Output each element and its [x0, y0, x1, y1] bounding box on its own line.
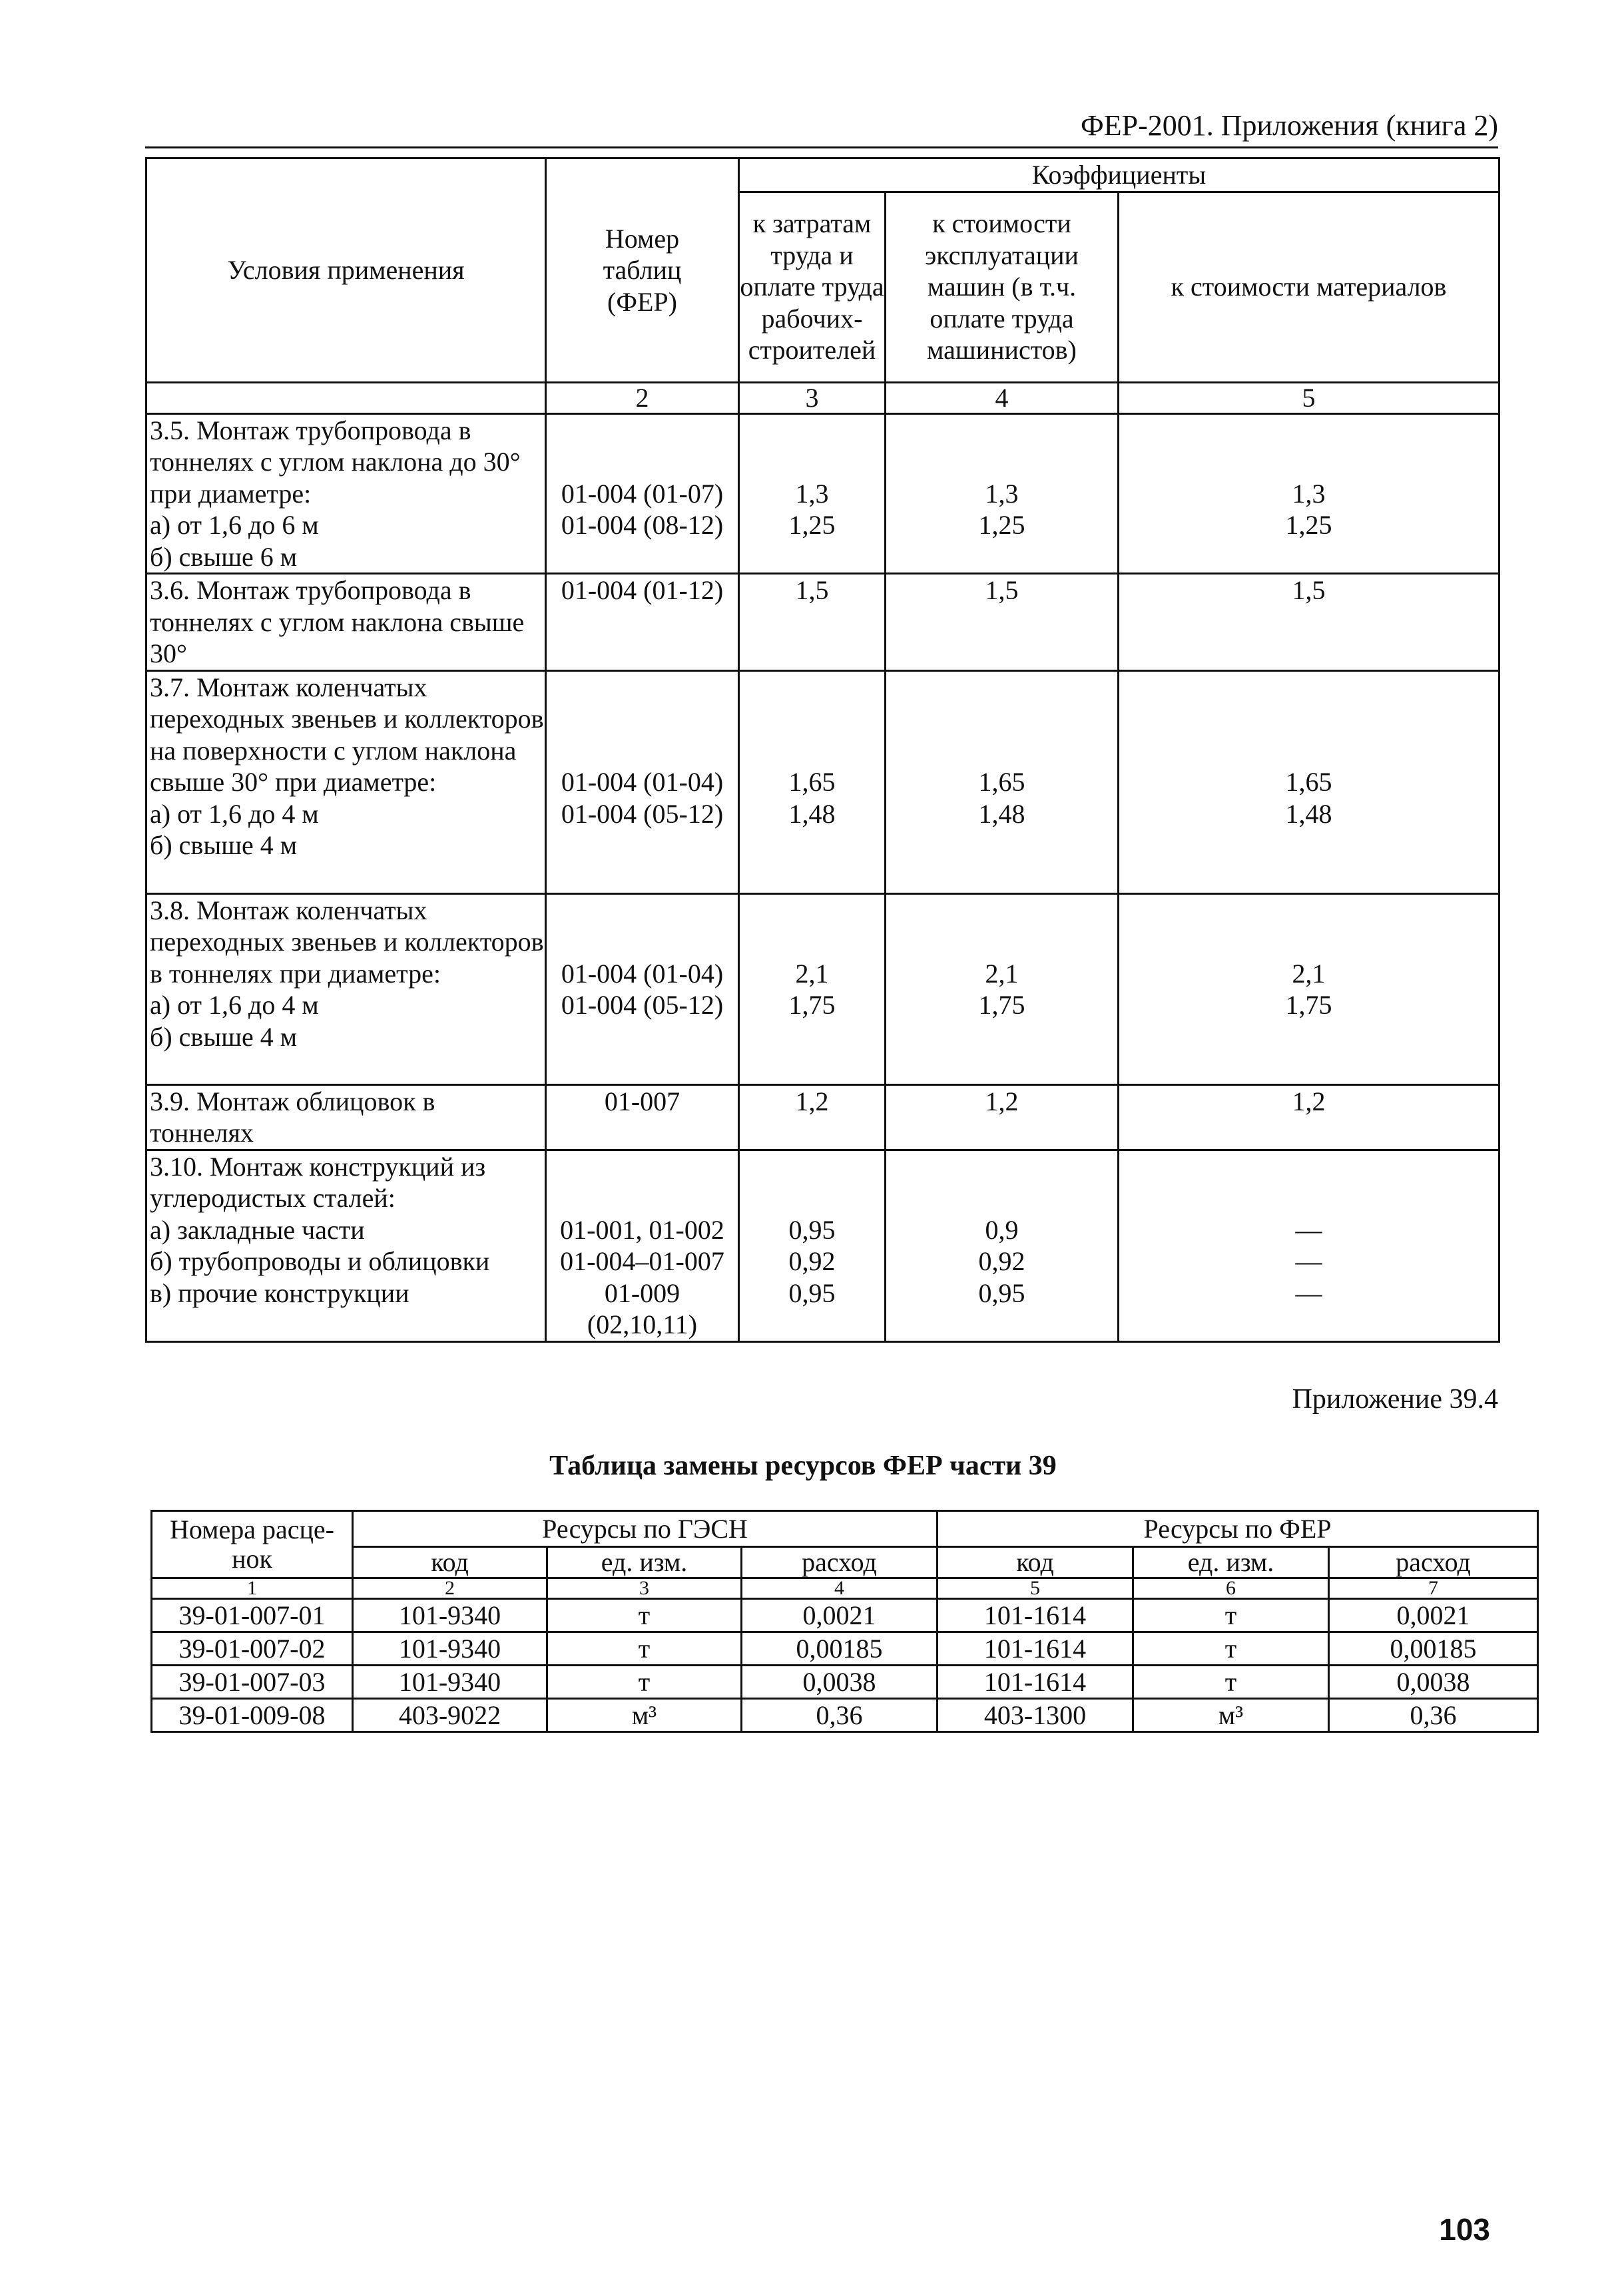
- row-machines: 1,3 1,25: [886, 413, 1119, 574]
- cell-rate: 39-01-007-03: [152, 1666, 353, 1699]
- row-conditions: 3.10. Монтаж конструкций из углеродистых сталей: а) закладные части б) трубопроводы и облицовки в) прочие конструкции: [146, 1150, 546, 1341]
- header-gesn: Ресурсы по ГЭСН: [353, 1511, 937, 1547]
- table2-column-numbers: [152, 1578, 1538, 1599]
- cell-fer-unit: м³: [1133, 1699, 1329, 1732]
- col-number: 3: [547, 1578, 742, 1599]
- table-row: [146, 670, 1499, 893]
- header-code: код: [353, 1547, 547, 1578]
- cell-fer-unit: т: [1133, 1666, 1329, 1699]
- table-row: [146, 413, 1499, 574]
- header-machines: к стоимости эксплуатации машин (в т.ч. оплате труда машинистов): [886, 192, 1119, 382]
- cell-gesn-code: 403-9022: [353, 1699, 547, 1732]
- cell-rate: 39-01-007-01: [152, 1599, 353, 1632]
- cell-gesn-consumption: 0,00185: [742, 1632, 937, 1666]
- row-materials: 1,3 1,25: [1119, 413, 1499, 574]
- col-number: 6: [1133, 1578, 1329, 1599]
- row-machines: 2,1 1,75: [886, 893, 1119, 1084]
- row-labor: 1,65 1,48: [739, 670, 886, 893]
- row-tables: 01-004 (01-12): [546, 574, 739, 671]
- cell-fer-code: 101-1614: [937, 1632, 1133, 1666]
- header-conditions: Условия применения: [146, 158, 546, 383]
- row-labor: 2,1 1,75: [739, 893, 886, 1084]
- row-conditions: 3.8. Монтаж коленчатых переходных звеньев и коллекторов в тоннелях при диаметре: а) от 1,6 до 4 м б) свыше 4 м: [146, 893, 546, 1084]
- cell-fer-consumption: 0,00185: [1329, 1632, 1538, 1666]
- row-tables: 01-004 (01-04) 01-004 (05-12): [546, 893, 739, 1084]
- table1-header-row-1: [146, 158, 1499, 192]
- table1-column-numbers: [146, 382, 1499, 413]
- col-number: 2: [546, 382, 739, 413]
- cell-fer-code: 101-1614: [937, 1666, 1133, 1699]
- cell-gesn-consumption: 0,0021: [742, 1599, 937, 1632]
- coefficients-table: [145, 157, 1500, 1343]
- cell-fer-code: 403-1300: [937, 1699, 1133, 1732]
- cell-gesn-code: 101-9340: [353, 1666, 547, 1699]
- header-unit: ед. изм.: [1133, 1547, 1329, 1578]
- row-tables: 01-001, 01-002 01-004–01-007 01-009 (02,10,11): [546, 1150, 739, 1341]
- header-coefficients: Коэффициенты: [739, 158, 1499, 192]
- row-conditions: 3.9. Монтаж облицовок в тоннелях: [146, 1084, 546, 1150]
- row-labor: 0,95 0,92 0,95: [739, 1150, 886, 1341]
- col-number: 4: [886, 382, 1119, 413]
- header-consumption: расход: [1329, 1547, 1538, 1578]
- header-fer: Ресурсы по ФЕР: [937, 1511, 1538, 1547]
- header-consumption: расход: [742, 1547, 937, 1578]
- row-tables: 01-007: [546, 1084, 739, 1150]
- row-conditions: 3.5. Монтаж трубопровода в тоннелях с углом наклона до 30° при диаметре: а) от 1,6 до 6 м б) свыше 6 м: [146, 413, 546, 574]
- running-header: ФЕР-2001. Приложения (книга 2): [1081, 109, 1498, 142]
- table-row: [152, 1699, 1538, 1732]
- row-tables: 01-004 (01-07) 01-004 (08-12): [546, 413, 739, 574]
- col-number: 3: [739, 382, 886, 413]
- table2-title: Таблица замены ресурсов ФЕР части 39: [549, 1451, 1057, 1481]
- cell-fer-unit: т: [1133, 1632, 1329, 1666]
- cell-gesn-code: 101-9340: [353, 1599, 547, 1632]
- table2-header-row-2: [152, 1547, 1538, 1578]
- col-number: 7: [1329, 1578, 1538, 1599]
- cell-gesn-unit: т: [547, 1599, 742, 1632]
- row-materials: — — —: [1119, 1150, 1499, 1341]
- table-row: [152, 1666, 1538, 1699]
- row-labor: 1,3 1,25: [739, 413, 886, 574]
- row-machines: 1,5: [886, 574, 1119, 671]
- header-code: код: [937, 1547, 1133, 1578]
- resources-table: [150, 1510, 1539, 1733]
- row-labor: 1,2: [739, 1084, 886, 1150]
- cell-fer-consumption: 0,0038: [1329, 1666, 1538, 1699]
- running-header-rule: [145, 107, 1498, 148]
- col-number: 4: [742, 1578, 937, 1599]
- row-materials: 1,5: [1119, 574, 1499, 671]
- header-unit: ед. изм.: [547, 1547, 742, 1578]
- appendix-label: Приложение 39.4: [1292, 1384, 1498, 1415]
- table2-header-row-1: [152, 1511, 1538, 1547]
- header-rates: Номера расце-нок: [152, 1511, 353, 1578]
- cell-fer-unit: т: [1133, 1599, 1329, 1632]
- table-row: [146, 1084, 1499, 1150]
- row-materials: 1,65 1,48: [1119, 670, 1499, 893]
- cell-gesn-consumption: 0,0038: [742, 1666, 937, 1699]
- page-number: 103: [1439, 2212, 1490, 2247]
- cell-fer-consumption: 0,0021: [1329, 1599, 1538, 1632]
- table-row: [146, 1150, 1499, 1341]
- cell-fer-code: 101-1614: [937, 1599, 1133, 1632]
- table-row: [152, 1632, 1538, 1666]
- table-row: [146, 893, 1499, 1084]
- cell-gesn-unit: м³: [547, 1699, 742, 1732]
- header-materials: к стоимости материалов: [1119, 192, 1499, 382]
- col-number: 5: [1119, 382, 1499, 413]
- header-labor: к затратам труда и оплате труда рабочих-строителей: [739, 192, 886, 382]
- cell-rate: 39-01-009-08: [152, 1699, 353, 1732]
- cell-fer-consumption: 0,36: [1329, 1699, 1538, 1732]
- row-conditions: 3.6. Монтаж трубопровода в тоннелях с углом наклона свыше 30°: [146, 574, 546, 671]
- table-row: [146, 574, 1499, 671]
- row-machines: 0,9 0,92 0,95: [886, 1150, 1119, 1341]
- row-machines: 1,65 1,48: [886, 670, 1119, 893]
- col-number: 2: [353, 1578, 547, 1599]
- cell-gesn-consumption: 0,36: [742, 1699, 937, 1732]
- col-number: 1: [152, 1578, 353, 1599]
- col-number: 5: [937, 1578, 1133, 1599]
- header-table-no: Номер таблиц (ФЕР): [546, 158, 739, 383]
- row-conditions: 3.7. Монтаж коленчатых переходных звеньев и коллекторов на поверхности с углом наклона свыше 30° при диаметре: а) от 1,6 до 4 м б) свыше 4 м: [146, 670, 546, 893]
- cell-rate: 39-01-007-02: [152, 1632, 353, 1666]
- cell-gesn-unit: т: [547, 1632, 742, 1666]
- row-materials: 2,1 1,75: [1119, 893, 1499, 1084]
- cell-gesn-code: 101-9340: [353, 1632, 547, 1666]
- cell-gesn-unit: т: [547, 1666, 742, 1699]
- row-machines: 1,2: [886, 1084, 1119, 1150]
- col-number: [146, 382, 546, 413]
- table-row: [152, 1599, 1538, 1632]
- row-labor: 1,5: [739, 574, 886, 671]
- row-tables: 01-004 (01-04) 01-004 (05-12): [546, 670, 739, 893]
- row-materials: 1,2: [1119, 1084, 1499, 1150]
